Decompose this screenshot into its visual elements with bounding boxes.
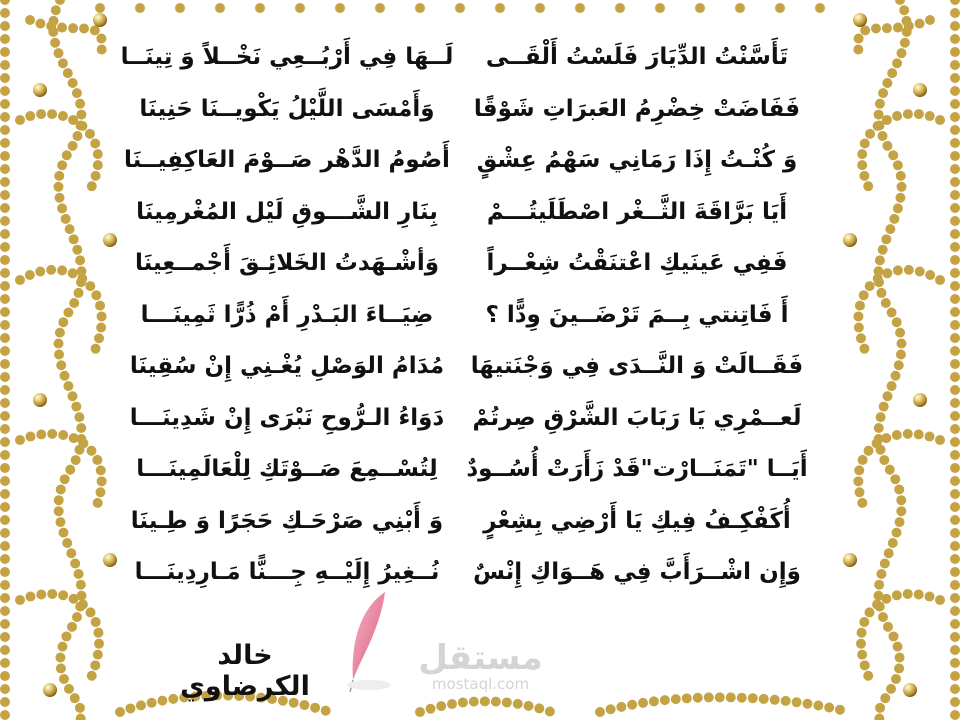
- verse-line: أُكَفْكِـفُ فِيكِ يَا أَرْضِي بِشِعْرٍ: [483, 507, 791, 534]
- verse-line: وَ كُنْـتُ إِذَا رَمَانِي سَهْمُ عِشْقٍ: [476, 147, 798, 173]
- verse-line: لِتُسْــمِعَ صَــوْتَكِ لِلْعَالَمِينَـــا: [136, 456, 438, 482]
- author-signature: خالد الكرضاوي: [180, 640, 310, 702]
- verse-line: نُــغِيرُ إِلَيْــهِ جِـــنًّا مَـارِدِينَـــا: [134, 559, 440, 585]
- verse-line: لَعــمْرِي يَا رَبَابَ الشَّرْقِ صِرتُمْ: [472, 404, 802, 431]
- verse-line: وَأَمْسَى اللَّيْلُ يَكْويــنَا حَنِينَا: [139, 95, 435, 122]
- verse-line: مُدَامُ الوَصْلِ يُغْـنِي إِنْ سُقِينَا: [129, 353, 445, 379]
- feather-quill-icon: [335, 590, 395, 700]
- verse-line: فَقَــالَتْ وَ النَّــدَى فِي وَجْنَتيهَا: [470, 353, 804, 379]
- verse-line: وَ أَبْنِي صَرْحَـكِ حَجَرًا وَ طِـينَا: [130, 507, 444, 534]
- poem-right-column: [462, 32, 812, 599]
- verse-line: تَأَسَّنْتُ الدِّيَارَ فَلَسْتُ أَلْقَــى: [485, 44, 789, 70]
- verse-line: ضِيَــاءَ البَـدْرِ أَمْ ذُرًّا ثَمِينَـــا: [140, 301, 434, 328]
- watermark-latin: mostaql.com: [431, 675, 530, 693]
- verse-line: بِنَارِ الشَّـــوقِ لَيْل المُغْرمِينَا: [136, 198, 438, 225]
- verse-line: أَيَــا "تَمَنَــارْت"قَدْ زَأَرَتْ أُسُــودٌ: [466, 456, 808, 482]
- verse-line: وَأشْـهَدتُ الخَلائِـقَ أَجْمــعِينَا: [134, 250, 440, 276]
- poem-left-column: [112, 32, 462, 599]
- verse-line: أَيَا بَرَّاقَةَ الثَّــغْر اصْطَلَيتُـــمْ: [486, 198, 788, 225]
- verse-line: لَــهَا فِي أَرْبُــعِي نَخْــلاً وَ تِينَــا: [120, 44, 454, 70]
- watermark-arabic: مستقل: [418, 638, 543, 678]
- verse-line: وَإِن اشْــرَأَبَّ فِي هَــوَاكِ إِنْسٌ: [473, 559, 801, 585]
- verse-line: أَصُومُ الدَّهْر صَــوْمَ العَاكِفِيــنَا: [124, 147, 450, 173]
- verse-line: أَ فَاتِنتي بِــمَ تَرْضَــينَ وِدًّا ؟: [485, 301, 789, 328]
- verse-line: فَفَاضَتْ خِضْرِمُ العَبرَاتِ شَوْقًا: [473, 95, 801, 122]
- verse-line: فَفِي عَينَيكِ اعْتنَقْتُ شِعْــراً: [486, 250, 788, 276]
- mostaql-watermark: [418, 640, 543, 692]
- verse-line: دَوَاءُ الـرُّوحِ نَبْرَى إِنْ شَدِينَـــا: [129, 404, 445, 431]
